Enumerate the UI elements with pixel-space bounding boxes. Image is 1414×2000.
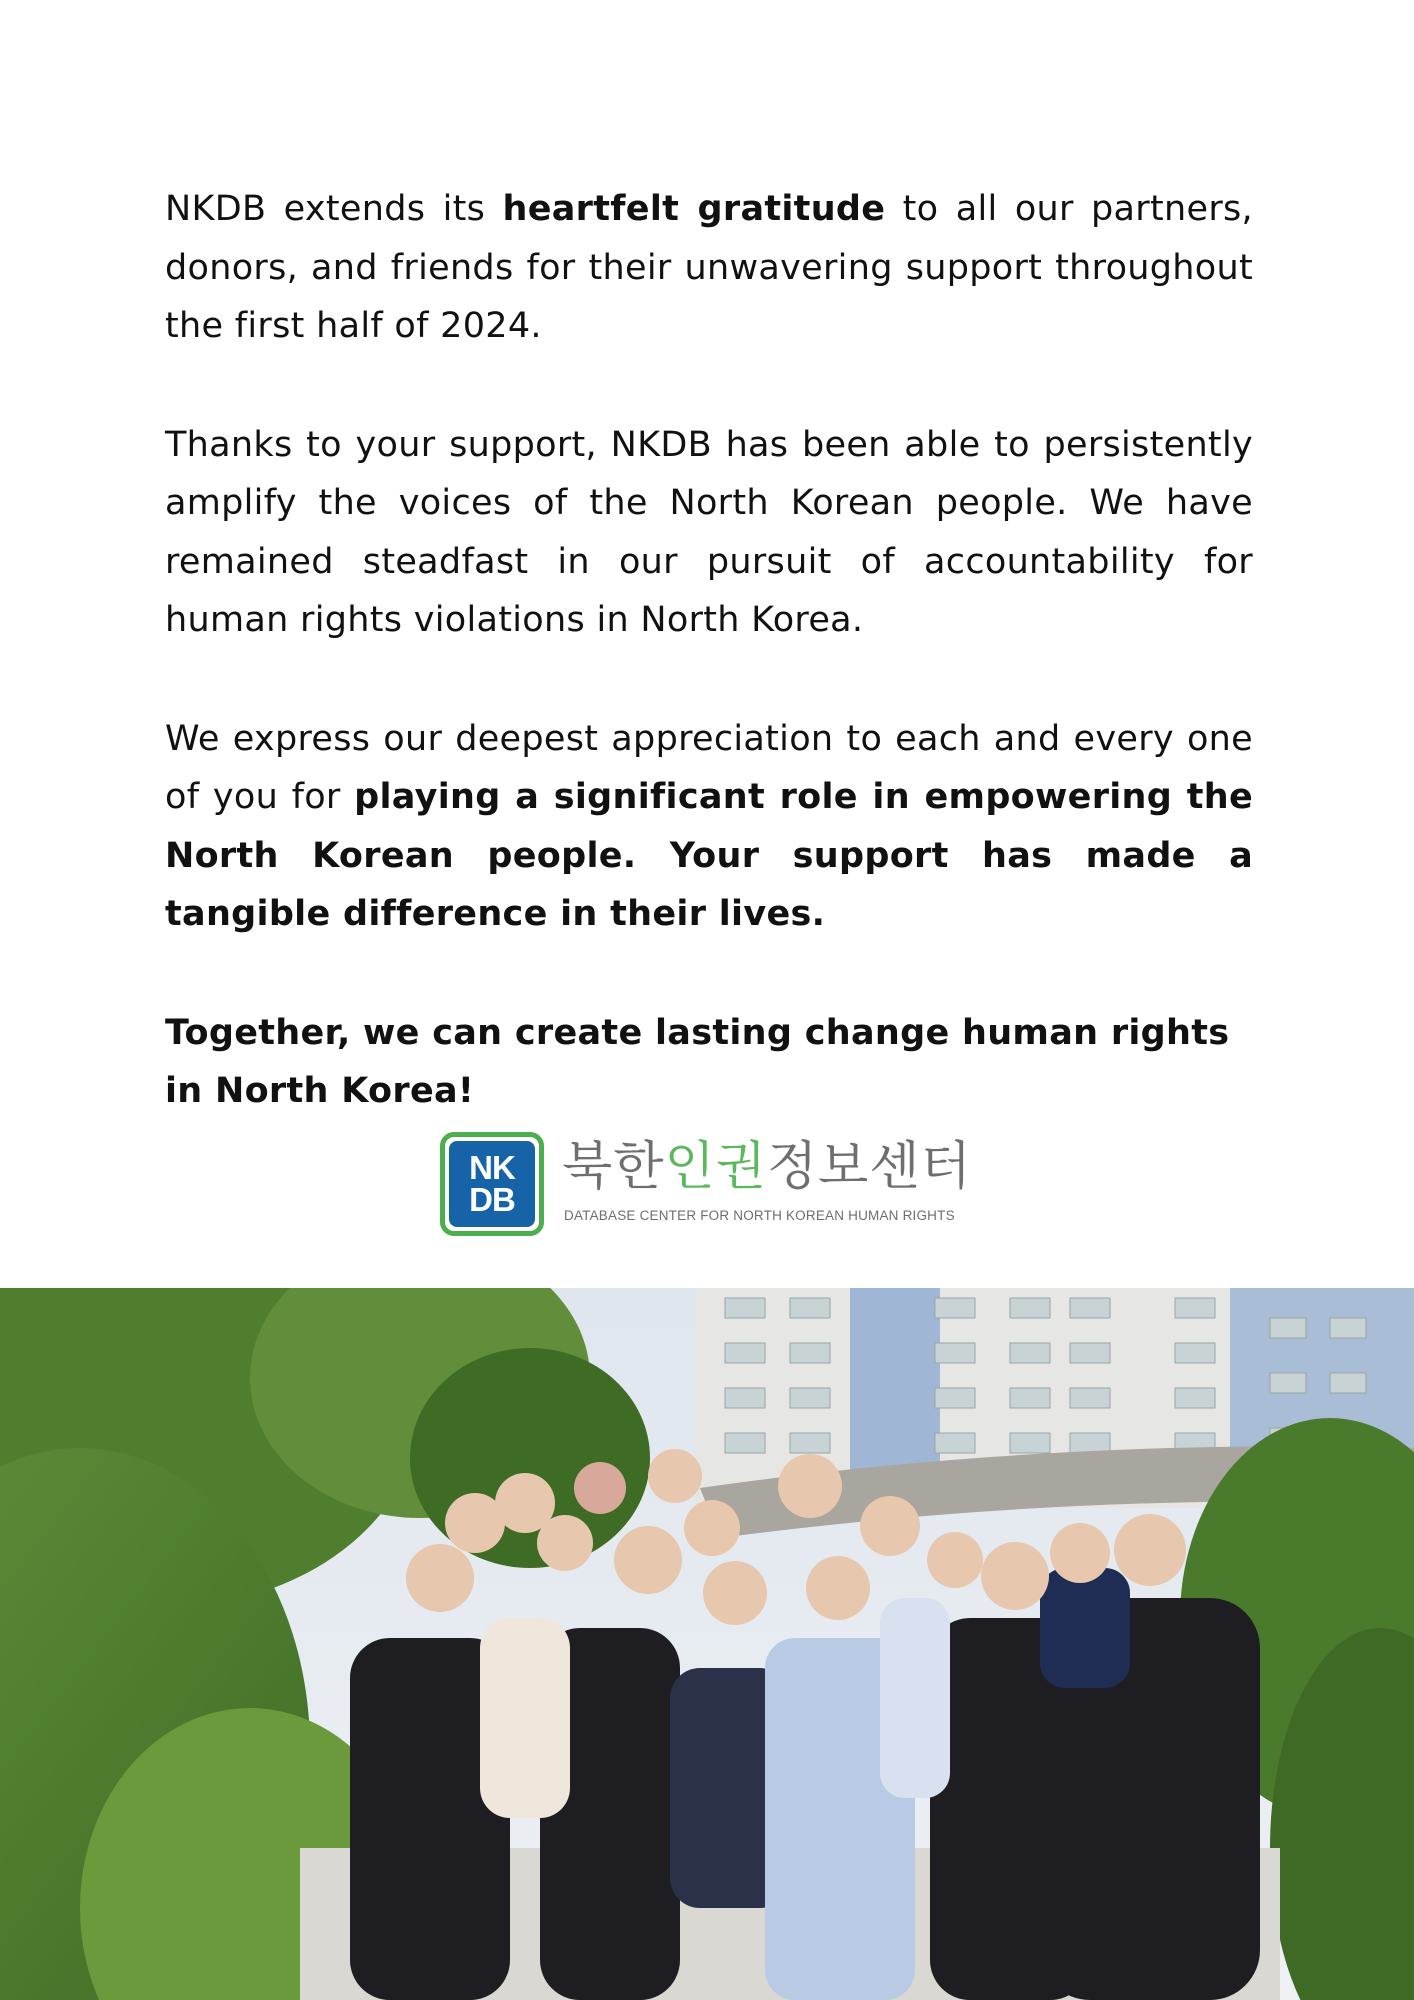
logo-mark-line2: DB [469, 1181, 515, 1218]
group-photo [0, 1288, 1414, 2000]
group-photo-icon [0, 1288, 1414, 2000]
paragraph-closing [165, 1004, 1253, 1121]
para1-seg2: heartfelt gratitude [502, 189, 886, 229]
nkdb-logo [440, 1132, 980, 1236]
para3-seg1: We express our deepest appreciation to each and every one of you for [165, 718, 1253, 817]
paragraph-appreciation [165, 710, 1253, 944]
nkdb-logo-mark-icon [440, 1132, 544, 1236]
para3-seg2: playing a significant role in empowering the North Korean people. Your support has made a tangible difference in their lives. [165, 777, 1253, 934]
logo-kor-part2: 인권 [664, 1137, 767, 1197]
para1-seg1: NKDB extends its [165, 189, 503, 229]
para4-seg1: Together, we can create lasting change human rights in North Korea! [165, 1012, 1230, 1111]
logo-kor-part1: 북한 [562, 1137, 665, 1197]
para1-seg3: to all our partners, donors, and friends for their unwavering support throughout the first half of 2024. [165, 189, 1253, 346]
logo-korean-name [562, 1132, 972, 1202]
logo-english-name: DATABASE CENTER FOR NORTH KOREAN HUMAN RIGHTS [564, 1208, 955, 1223]
paragraph-gratitude [165, 180, 1253, 356]
logo-kor-part3: 정보센터 [766, 1137, 972, 1197]
paragraph-support [165, 416, 1253, 650]
letter-body [165, 180, 1253, 1121]
logo-mark-line1: NK [469, 1149, 515, 1186]
para2-seg1: Thanks to your support, NKDB has been able to persistently amplify the voices of the North Korean people. We have remained steadfast in our pursuit of accountability for human rights violations in North Korea. [165, 424, 1253, 640]
